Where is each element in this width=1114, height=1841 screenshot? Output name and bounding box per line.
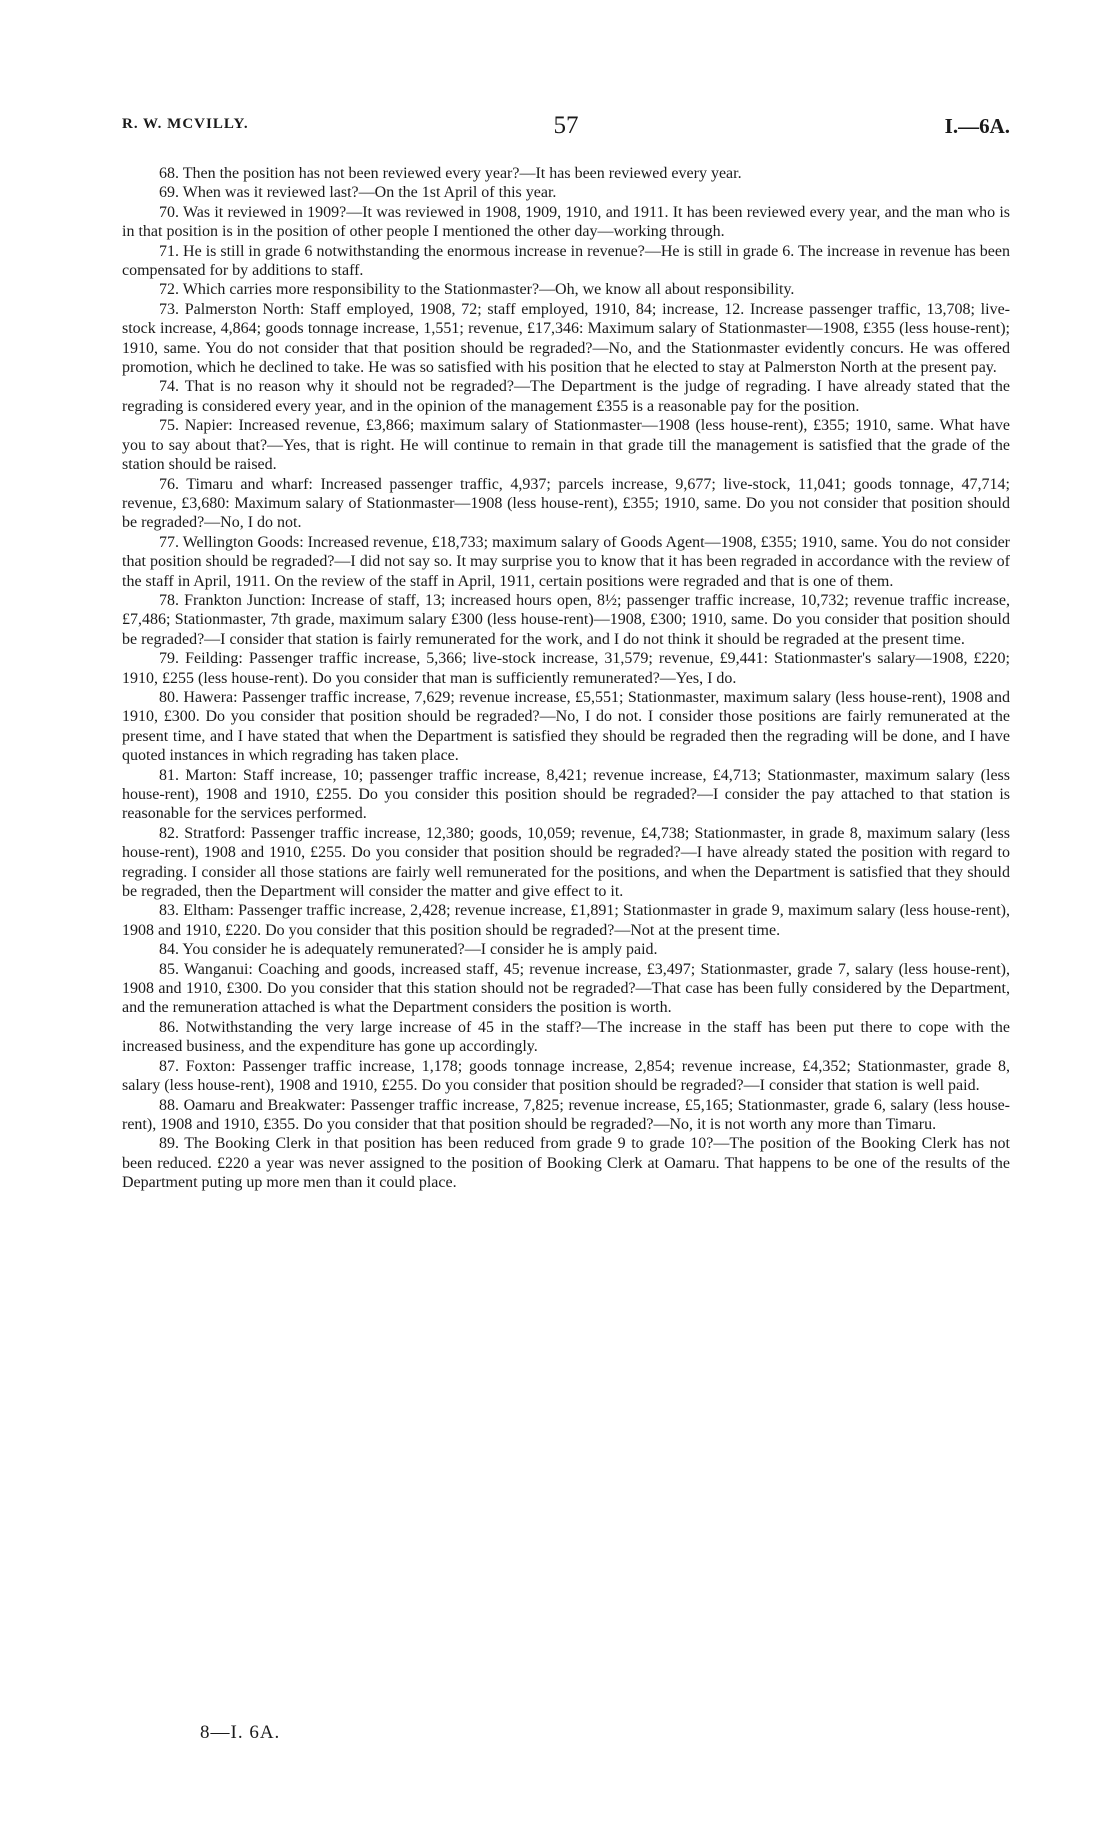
paragraph: 83. Eltham: Passenger traffic increase, 2,428; revenue increase, £1,891; Stationmaster in grade 9, maximum salary (less house-rent), 1908 and 1910, £220. Do you consider that this position should be regraded?—Not at the present time. bbox=[122, 902, 1010, 939]
paragraph: 86. Notwithstanding the very large increase of 45 in the staff?—The increase in the staff has been put there to cope with the increased business, and the expenditure has gone up accordingly. bbox=[122, 1018, 1010, 1056]
paragraph: 80. Hawera: Passenger traffic increase, 7,629; revenue increase, £5,551; Stationmaster, maximum salary (less house-rent), 1908 and 1910, £300. Do you consider that position should be regraded?—No, I do not. I consider those positions are fairly remunerated at the present time, and I have stated that when the Department is satisfied they should be regraded then the regrading will be done, and I have quoted instances in which regrading has taken place. bbox=[122, 688, 1010, 765]
paragraph: 89. The Booking Clerk in that position has been reduced from grade 9 to grade 10?—The position of the Booking Clerk has not been reduced. £220 a year was never assigned to the position of Booking Clerk at Oamaru. That happens to be one of the results of the Department puting up more men than it could place. bbox=[122, 1135, 1010, 1192]
paragraph: 68. Then the position has not been reviewed every year?—It has been reviewed every year. bbox=[159, 165, 742, 182]
page-number: 57 bbox=[553, 112, 579, 139]
paragraph: 71. He is still in grade 6 notwithstanding the enormous increase in revenue?—He is still in grade 6. The increase in revenue has been compensated for by additions to staff. bbox=[122, 242, 1010, 280]
paragraph: 70. Was it reviewed in 1909?—It was reviewed in 1908, 1909, 1910, and 1911. It has been reviewed every year, and the man who is in that position is in the position of other people I mentioned the other day—working through. bbox=[122, 203, 1010, 241]
paragraph: 74. That is no reason why it should not be regraded?—The Department is the judge of regrading. I have already stated that the regrading is considered every year, and in the opinion of the management £355 is a reasonable pay for the position. bbox=[122, 378, 1010, 415]
paragraph: 75. Napier: Increased revenue, £3,866; maximum salary of Stationmaster—1908 (less house-rent), £355; 1910, same. What have you to say about that?—Yes, that is right. He will continue to remain in that grade till the management is satisfied that the grade of the station should be raised. bbox=[122, 417, 1010, 474]
paragraph: 84. You consider he is adequately remunerated?—I consider he is amply paid. bbox=[159, 941, 658, 959]
witness-name: R. W. MCVILLY. bbox=[122, 116, 249, 132]
paragraph: 85. Wanganui: Coaching and goods, increased staff, 45; revenue increase, £3,497; Stationmaster, grade 7, salary (less house-rent), 1908 and 1910, £300. Do you consider that this station should not be regraded?—That case has been fully considered by the Department, and the remuneration attached is what the Department considers the position is worth. bbox=[122, 960, 1010, 1017]
signature-mark: 8—I. 6A. bbox=[200, 1722, 281, 1743]
page-body bbox=[122, 164, 1010, 1193]
paragraph: 81. Marton: Staff increase, 10; passenger traffic increase, 8,421; revenue increase, £4,713; Stationmaster, maximum salary (less house-rent), 1908 and 1910, £255. Do you consider this position should be regraded?—I consider the pay attached to that station is reasonable for the services performed. bbox=[122, 766, 1010, 823]
paragraph: 79. Feilding: Passenger traffic increase, 5,366; live-stock increase, 31,579; revenue, £9,441: Stationmaster's salary—1908, £220; 1910, £255 (less house-rent). Do you consider that man is sufficiently remunerated?—Yes, I do. bbox=[122, 650, 1010, 687]
paragraph: 88. Oamaru and Breakwater: Passenger traffic increase, 7,825; revenue increase, £5,165; Stationmaster, grade 6, salary (less house-rent), 1908 and 1910, £355. Do you consider that that position should be regraded?—No, it is not worth any more than Timaru. bbox=[122, 1096, 1010, 1133]
paragraph: 76. Timaru and wharf: Increased passenger traffic, 4,937; parcels increase, 9,677; live-stock, 11,041; goods tonnage, 47,714; revenue, £3,680: Maximum salary of Stationmaster—1908 (less house-rent), £355; 1910, same. Do you not consider that position should be regraded?—No, I do not. bbox=[122, 475, 1010, 532]
paragraph: 82. Stratford: Passenger traffic increase, 12,380; goods, 10,059; revenue, £4,738; Stationmaster, in grade 8, maximum salary (less house-rent), 1908 and 1910, £255. Do you consider that position should be regraded?—I have already stated the position with regard to regrading. I consider all those stations are fairly well remunerated for the positions, and when the Department is satisfied that they should be regraded, then the Department will consider the matter and give effect to it. bbox=[122, 824, 1010, 901]
paragraph: 78. Frankton Junction: Increase of staff, 13; increased hours open, 8½; passenger traffic increase, 10,732; revenue traffic increase, £7,486; Stationmaster, 7th grade, maximum salary £300 (less house-rent)—1908, £300; 1910, same. Do you consider that position should be regraded?—I consider that station is fairly remunerated for the work, and I do not think it should be regraded at the present time. bbox=[122, 591, 1010, 648]
document-reference: I.—6A. bbox=[944, 114, 1010, 138]
paragraph: 69. When was it reviewed last?—On the 1st April of this year. bbox=[159, 184, 557, 202]
paragraph: 87. Foxton: Passenger traffic increase, 1,178; goods tonnage increase, 2,854; revenue increase, £4,352; Stationmaster, grade 8, salary (less house-rent), 1908 and 1910, £255. Do you consider that position should be regraded?—I consider that station is well paid. bbox=[122, 1057, 1010, 1095]
paragraph: 77. Wellington Goods: Increased revenue, £18,733; maximum salary of Goods Agent—1908, £355; 1910, same. You do not consider that position should be regraded?—I did not say so. It may surprise you to know that it has been regraded in accordance with the review of the staff in April, 1911. On the review of the staff in April, 1911, certain positions were regraded and that is one of them. bbox=[122, 533, 1010, 590]
paragraph: 72. Which carries more responsibility to the Stationmaster?—Oh, we know all about responsibility. bbox=[159, 281, 795, 299]
paragraph: 73. Palmerston North: Staff employed, 1908, 72; staff employed, 1910, 84; increase, 12. Increase passenger traffic, 13,708; live-stock increase, 4,864; goods tonnage increase, 1,551; revenue, £17,346: Maximum salary of Stationmaster—1908, £355 (less house-rent); 1910, same. You do not consider that that position should be regraded?—No, and the Stationmaster evidently concurs. He was offered promotion, which he declined to take. He was so satisfied with his position that he elected to stay at Palmerston North at the present pay. bbox=[122, 300, 1010, 377]
page-header bbox=[122, 112, 1010, 142]
